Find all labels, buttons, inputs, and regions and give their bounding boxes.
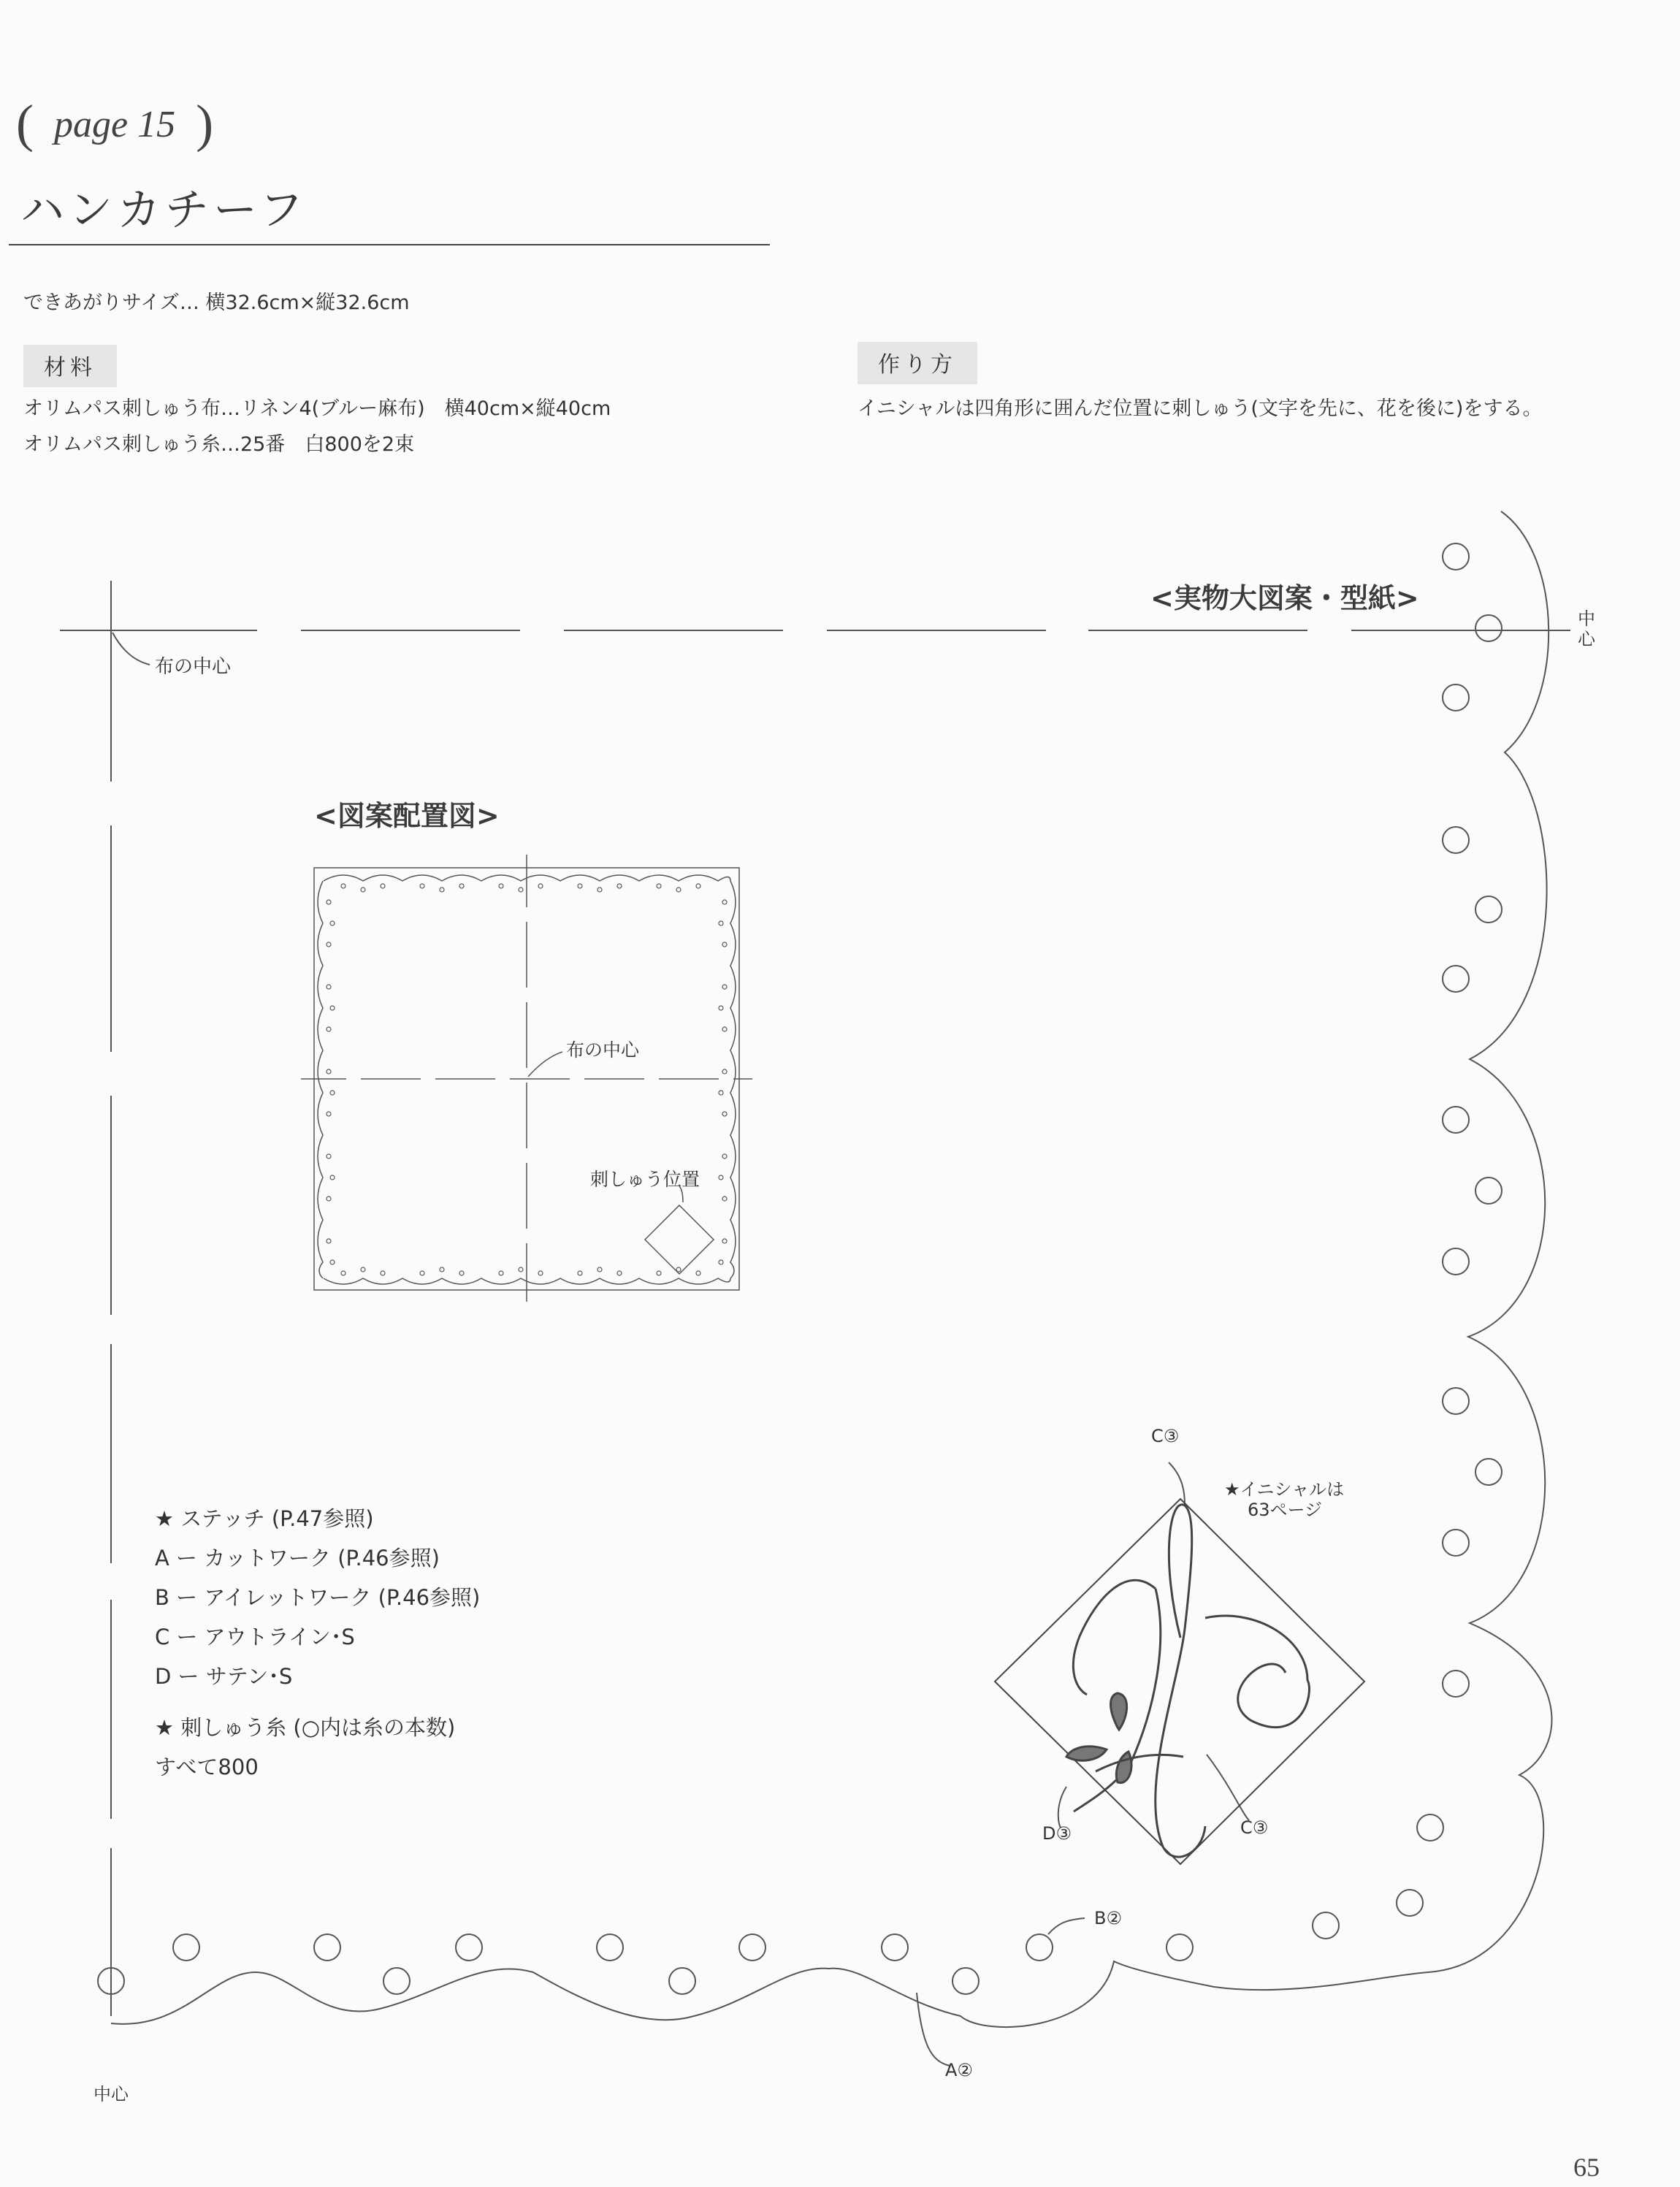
b-leader (1048, 1918, 1085, 1934)
finished-size: できあがりサイズ… 横32.6cm×縦32.6cm (23, 291, 410, 314)
embroidery-position-label: 刺しゅう位置 (590, 1169, 700, 1190)
monogram-motif (995, 1499, 1364, 1864)
scalloped-edge (111, 511, 1551, 2027)
paren-close: ) (196, 94, 214, 153)
center-label-right-1: 中 (1578, 608, 1595, 629)
initial-note-1: ★イニシャルは (1224, 1479, 1345, 1500)
d-leader (1058, 1787, 1066, 1828)
note-line: C ー アウトライン･S (155, 1625, 355, 1649)
note-line: すべて800 (155, 1755, 259, 1779)
initial-note-2: 63ページ (1248, 1500, 1323, 1520)
c-right-leader (1207, 1755, 1249, 1820)
note-line: A ー カットワーク (P.46参照) (155, 1546, 440, 1570)
label-d: D③ (1042, 1823, 1072, 1844)
method-text: イニシャルは四角形に囲んだ位置に刺しゅう(文字を先に、花を後に)をする。 (858, 397, 1543, 420)
label-c-right: C③ (1240, 1817, 1269, 1838)
placement-diagram (301, 855, 752, 1302)
material-line: オリムパス刺しゅう糸…25番 白800を2束 (23, 433, 415, 456)
label-b: B② (1094, 1908, 1122, 1928)
c-top-leader (1169, 1462, 1185, 1505)
page-number: 65 (1573, 2153, 1600, 2182)
paren-open: ( (16, 94, 34, 153)
note-line: B ー アイレットワーク (P.46参照) (155, 1585, 481, 1610)
center-label-bottom: 中心 (93, 2084, 129, 2104)
method-heading: 作り方 (858, 342, 977, 384)
note-line: ★ ステッチ (P.47参照) (155, 1506, 374, 1531)
cloth-center-label: 布の中心 (155, 656, 232, 678)
placement-diagram-title: <図案配置図> (314, 800, 500, 832)
note-line: ★ 刺しゅう糸 (○内は糸の本数) (155, 1715, 456, 1740)
label-a: A② (945, 2060, 973, 2080)
material-line: オリムパス刺しゅう布…リネン4(ブルー麻布) 横40cm×縦40cm (23, 397, 611, 420)
cloth-center-leader (112, 633, 150, 665)
note-line: D ー サテン･S (155, 1664, 293, 1689)
stitch-notes (155, 1499, 480, 1787)
center-label-right-2: 心 (1578, 629, 1595, 649)
label-c-top: C③ (1151, 1426, 1180, 1446)
full-size-pattern-title: <実物大図案・型紙> (1150, 582, 1419, 614)
placement-center-label: 布の中心 (566, 1039, 640, 1061)
page-title: ハンカチーフ (20, 185, 308, 236)
page-ref-label: page 15 (53, 104, 176, 145)
materials-heading: 材料 (23, 345, 117, 387)
